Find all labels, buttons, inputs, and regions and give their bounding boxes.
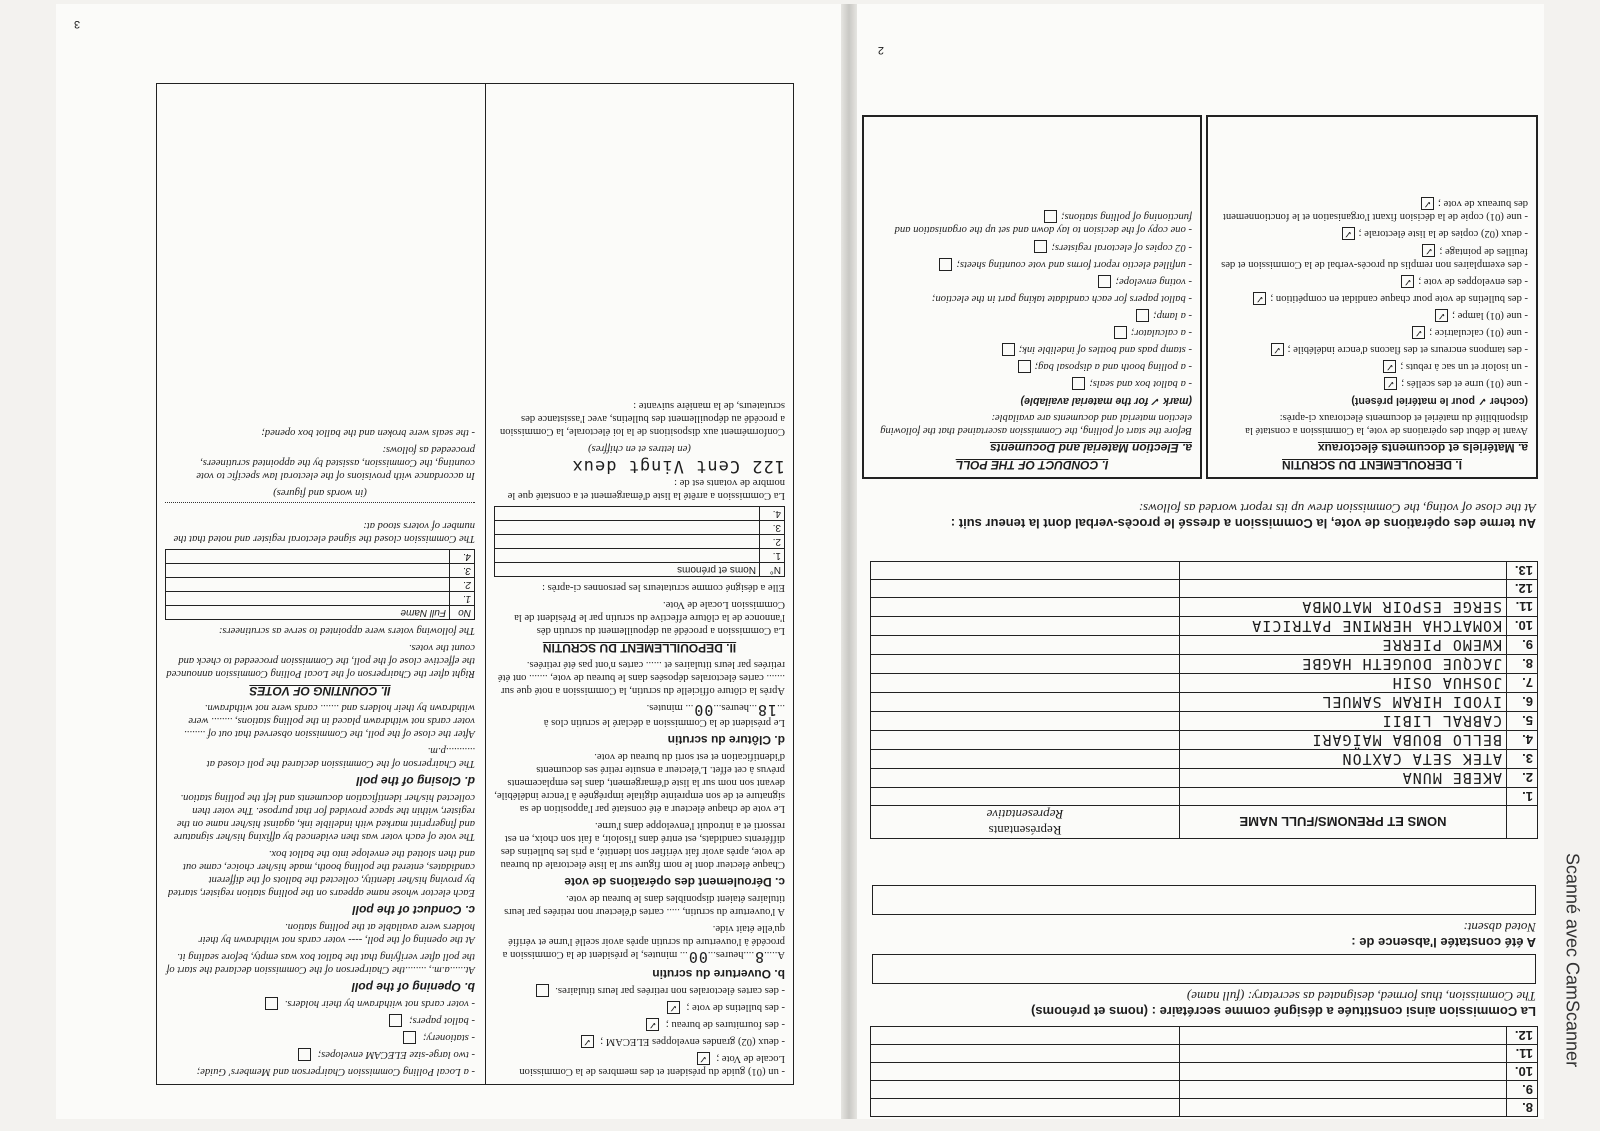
checkbox-empty[interactable]	[265, 997, 278, 1010]
fr-list-item: - des fournitures de bureau ; ✓	[494, 1018, 785, 1031]
en-item: - a ballot box and seals;	[872, 377, 1192, 390]
fr-sub-a: a. Matériels et documents électoraux	[1317, 441, 1528, 455]
en-sub-b: b. Opening of the poll	[351, 979, 475, 994]
en-intro: Before the start of polling, the Commission ascertained that the following election material and documents are available:	[880, 412, 1192, 436]
member-name-cell[interactable]	[1180, 1099, 1507, 1117]
checkbox-empty[interactable]	[939, 258, 952, 271]
fr-sub-b: b. Ouverture du scrutin	[652, 966, 785, 981]
fr-closing-text: Le président de la Commission a déclaré le scrutin clos à ...18...heures...00... minutes.	[543, 700, 785, 728]
representative-cell[interactable]	[871, 674, 1180, 693]
fr-item: - une (01) urne et des scellés ;✓	[1216, 377, 1528, 390]
checkbox-empty[interactable]	[1136, 309, 1149, 322]
en-count-3: In accordance with provisions of the electoral law specific to vote counting, the Commission, assisted by the appointed scrutineers, proceeded as follows:	[196, 443, 475, 481]
secretary-field[interactable]	[872, 954, 1536, 984]
fr-item: - des tampons encreurs et des flacons d'encre indélébile ;✓	[1216, 343, 1528, 356]
fr-item: - une (01) calculatrice ;✓	[1216, 326, 1528, 339]
page-3-content	[56, 4, 838, 1119]
candidate-name[interactable]: KOMATCHA HERMINE PATRICIA	[1180, 617, 1507, 636]
checkbox-checked[interactable]: ✓	[1421, 197, 1434, 210]
checkbox-checked[interactable]: ✓	[1253, 292, 1266, 305]
representative-cell[interactable]	[871, 580, 1180, 598]
checkbox-checked[interactable]: ✓	[1342, 227, 1355, 240]
fr-closing-2: Après la clôture officielle du scrutin, la Commission a noté que sur ....... cartes électorales déposées dans le bureau de vote, ....... ont été retirées par leurs titulaires et ...... cartes n'ont pas été retirées.	[497, 658, 785, 696]
candidate-name[interactable]	[1180, 562, 1507, 580]
en-stopped: The Commission closed the signed electoral register and noted that the number of voters stood at:	[173, 519, 475, 544]
candidate-name[interactable]: SERGE ESPOIR MATOMBA	[1180, 598, 1507, 617]
candidate-name[interactable]: IYODI HIRAM SAMUEL	[1180, 693, 1507, 712]
representative-cell[interactable]	[871, 617, 1180, 636]
en-voters-note: (in words and figures)	[273, 486, 367, 498]
representative-cell[interactable]	[871, 750, 1180, 769]
fr-scrutineer-table: N° Noms et prénoms 1. 2. 3. 4.	[494, 506, 785, 577]
french-column	[485, 84, 793, 1084]
header-representative: Représentants Representative	[871, 806, 1180, 839]
fr-count-1: La Commission a procédé au dépouillement du scrutin dès l'annonce de la clôture effective du scrutin par le Président de la Commission Locale de Vote.	[514, 598, 785, 636]
fr-opening-text: A.....8....heures...00... minutes, le président de la Commission a procédé à l'ouverture du scrutin après avoir scellé l'urne et vérifié qu'elle était vide.	[502, 922, 785, 966]
en-section-ii: II. COUNTING OF VOTES	[249, 683, 391, 698]
checkbox-checked[interactable]: ✓	[667, 1001, 680, 1014]
en-item: - a calculator;	[872, 326, 1192, 339]
en-count-2: The following voters were appointed to serve as scrutineers:	[218, 624, 475, 636]
absence-field[interactable]	[872, 885, 1536, 915]
fr-item: - un isoloir et un sac à rebuts ;✓	[1216, 360, 1528, 373]
candidate-name[interactable]: JOSHUA OSIH	[1180, 674, 1507, 693]
checkbox-empty[interactable]	[298, 1048, 311, 1061]
en-item: - stamp pads and bottles of indelible ink;	[872, 343, 1192, 356]
checkbox-checked[interactable]: ✓	[646, 1018, 659, 1031]
book-gutter	[841, 4, 857, 1119]
candidate-name[interactable]	[1180, 788, 1507, 806]
header-full-name: NOMS ET PRENOMS/FULL NAME	[1180, 806, 1507, 839]
checkbox-checked[interactable]: ✓	[1384, 377, 1397, 390]
en-conduct-box	[862, 115, 1202, 479]
secretary-block	[872, 881, 1536, 1019]
fr-item: - des exemplaires non remplis du procès-verbal de la Commission et des feuilles de pointage ;✓	[1221, 245, 1528, 270]
en-conduct-1: Each elector whose name appears on the polling station register, started by proving his/her identity, collected the ballots of the different candidates, entered the polling booth, made his/her choice, came out and then slotted the envelope into the ballot box.	[167, 847, 475, 898]
report-intro-fr: Au terme des opérations de vote, la Commission a dressé le procès-verbal dont la teneur suit :	[950, 516, 1536, 531]
candidate-name[interactable]: BELLO BOUBA MAÏGARI	[1180, 731, 1507, 750]
representative-cell[interactable]	[871, 788, 1180, 806]
candidate-name[interactable]: AKEBE MUNA	[1180, 769, 1507, 788]
voters-field[interactable]	[165, 502, 475, 515]
page-number: 3	[74, 18, 81, 30]
fr-list-item: - deux (02) grandes enveloppes ELECAM ; ✓	[494, 1035, 785, 1048]
fr-voters-note: (en lettres et en chiffres)	[588, 442, 691, 454]
fr-intro: Avant le début des opérations de vote, la Commission a constaté la disponibilité du matériel et documents électoraux ci-après:	[1245, 412, 1528, 436]
representative-cell[interactable]	[871, 769, 1180, 788]
fr-count-2: Elle a désigné comme scrutateurs les personnes ci-après :	[542, 581, 785, 593]
absence-label-en: Noted absent:	[1463, 920, 1536, 935]
en-conduct-column	[864, 117, 1200, 477]
en-item: - one copy of the decision to lay down and set up the organisation and functioning of polling stations;	[894, 211, 1192, 236]
en-item: - voting envelope;	[872, 275, 1192, 288]
members-table-continued: 8. 9. 10. 11. 12.	[870, 1026, 1538, 1117]
representative-cell[interactable]	[871, 562, 1180, 580]
representative-cell[interactable]	[871, 731, 1180, 750]
report-intro	[872, 500, 1536, 531]
fr-conduct-column	[1208, 117, 1536, 477]
en-item: - unfilled electio report forms and vote counting sheets;	[872, 258, 1192, 271]
fr-stopped: La Commission a arrêté la liste d'émargement et a constaté que le nombre de votants est de :	[507, 476, 785, 501]
representative-cell[interactable]	[871, 655, 1180, 674]
en-item: - a lamp;	[872, 309, 1192, 322]
representative-cell[interactable]	[871, 693, 1180, 712]
english-column	[157, 84, 483, 1084]
fr-item: - deux (02) copies de la liste électorale ;✓	[1216, 227, 1528, 240]
page-number: 2	[877, 44, 884, 56]
en-list-item: - two large-size ELECAM envelopes;	[165, 1048, 475, 1061]
en-opening: At......a.m., ........the Chairperson of the Commission declared the start of the poll after verifying that the ballot box was empty, before sealing it.	[166, 950, 475, 975]
fr-sub-c: c. Déroulement des opérations de vote	[564, 874, 785, 889]
fr-item: - des bulletins de vote pour chaque candidat en compétition ;✓	[1216, 292, 1528, 305]
representative-cell[interactable]	[871, 712, 1180, 731]
checkbox-empty[interactable]	[1002, 343, 1015, 356]
en-sub-a: a. Election Material and Documents	[989, 441, 1192, 455]
en-closing-2: After the close of the poll, the Commission observed that out of ........ voter cards not withdrawn placed in the polling stations, ........ were withdrawn by their holders and ....... cards were not withdrawn.	[183, 701, 475, 739]
representative-cell[interactable]	[871, 598, 1180, 617]
fr-item: - une (01) lampe ;✓	[1216, 309, 1528, 322]
form-frame	[156, 83, 794, 1085]
report-intro-en: At the close of voting, the Commission drew up its report worded as follows:	[1138, 501, 1536, 516]
en-mark: (mark ✓ for the material available)	[1020, 395, 1192, 407]
page-2-content	[859, 4, 1544, 1119]
fr-conduct-1: Chaque électeur dont le nom figure sur la liste électorale du bureau de vote, après avoir fait vérifier son identité, a pris les bulletins des différents candidats, est entré dans l'isoloir, a fait son choix, en est ressorti et a introduit l'enveloppe dans l'urne.	[500, 819, 785, 870]
member-name-cell[interactable]	[1180, 1081, 1507, 1099]
checkbox-checked[interactable]: ✓	[1422, 245, 1435, 258]
checkbox-empty[interactable]	[1072, 377, 1085, 390]
candidate-name[interactable]: KWEMO PIERRE	[1180, 636, 1507, 655]
en-scrutineer-table: No Full Name 1. 2. 3. 4.	[165, 549, 475, 620]
checkbox-empty[interactable]	[1018, 360, 1031, 373]
fr-count-3: Conformément aux dispositions de la loi électorale, la Commission a procédé au dépouillement des bulletins, avec l'assistance des scrutateurs, de la manière suivante :	[499, 399, 785, 437]
secretary-label-en: The Commission, thus formed, designated as secretary: (full name)	[1186, 989, 1536, 1004]
checkbox-checked[interactable]: ✓	[697, 1052, 710, 1065]
fr-section-ii: II. DEPOUILLEMENT DU SCRUTIN	[542, 640, 737, 655]
candidate-name[interactable]: CABRAL LIBII	[1180, 712, 1507, 731]
en-list-item: - stationery;	[165, 1031, 475, 1044]
en-list-item: - ballot papers;	[165, 1014, 475, 1027]
candidate-name[interactable]: ATEK SETA CAXTON	[1180, 750, 1507, 769]
representatives-table: NOMS ET PRENOMS/FULL NAME Représentants Representative 1. 2. AKEBE MUNA 3. ATEK SETA CAXTON 4. BELLO BOUBA MAÏGARI 5. CABRAL LIBII 6. IYODI HIRAM SAMUEL 7. JOSHUA OSIH 8. JACQUE DOUGETH HAGBE 9. KWEMO PIERRE 10. KOMATCHA HERMINE PATRICIA 11. SERGE ESPOIR MATOMBA 12. 13.	[870, 561, 1538, 839]
member-name-cell[interactable]	[1180, 1027, 1507, 1045]
en-list-item: - a Local Polling Commission Chairperson and Members' Guide;	[196, 1066, 475, 1077]
candidate-name[interactable]: JACQUE DOUGETH HAGBE	[1180, 655, 1507, 674]
en-count-1: Right after the Chairperson of the Local Polling Commission announced the effective close of the poll, the Commission proceeded to check and count the votes.	[166, 641, 475, 679]
en-list-item: - voter cards not withdrawn by their holders.	[165, 997, 475, 1010]
checkbox-checked[interactable]: ✓	[1401, 275, 1414, 288]
representative-cell[interactable]	[871, 636, 1180, 655]
checkbox-checked[interactable]: ✓	[1383, 360, 1396, 373]
en-sub-d: d. Closing of the poll	[356, 773, 475, 788]
checkbox-empty[interactable]	[389, 1014, 402, 1027]
en-seals: - the seals were broken and the ballot box opened;	[261, 426, 475, 438]
checkbox-checked[interactable]: ✓	[1271, 343, 1284, 356]
fr-item: - une (01) copie de la décision fixant l'organisation et le fonctionnement des bureaux de vote ;✓	[1222, 198, 1528, 223]
secretary-label-fr: La Commission ainsi constituée a désigné comme secrétaire : (noms et prénoms)	[1031, 1004, 1536, 1019]
en-sub-c: c. Conduct of the poll	[352, 902, 475, 917]
fr-list-item: - un (01) guide du président et des membres de la Commission Locale de Vote ; ✓	[519, 1052, 785, 1077]
checkbox-empty[interactable]	[1114, 326, 1127, 339]
absence-label-fr: A été constatée l'absence de :	[1351, 935, 1536, 950]
page-3	[56, 4, 838, 1119]
en-conduct-2: The vote of each voter was then evidenced by affixing his/her signature and fingerprint marked with indelible ink, against his/her name on the register, within the space provided for that purpose. The voter then collected his/her identification documents and left the polling station.	[173, 791, 475, 842]
checkbox-checked[interactable]: ✓	[1412, 326, 1425, 339]
document-spread	[56, 4, 1544, 1119]
page-2	[859, 4, 1544, 1119]
checkbox-empty[interactable]	[536, 984, 549, 997]
checkbox-empty[interactable]	[1034, 241, 1047, 254]
checkbox-checked[interactable]: ✓	[1435, 309, 1448, 322]
checkbox-empty[interactable]	[1044, 210, 1057, 223]
en-item: - 02 copies of electoral registers;	[872, 241, 1192, 254]
fr-opening-cards: A l'ouverture du scrutin, ..... cartes d'électeur non retirées par leurs titulaires étaient disponibles dans le bureau de vote.	[504, 892, 785, 917]
checkbox-empty[interactable]	[1099, 275, 1112, 288]
en-opening-cards: At the opening of the poll, ---- voter cards not withdrawn by their holders were available at the polling station.	[198, 920, 475, 945]
fr-mark: (cocher ✓ pour le matériel présent)	[1351, 395, 1528, 407]
camscanner-watermark: Scanné avec CamScanner	[1562, 852, 1583, 1068]
en-closing: The Chairperson of the Commission declared the poll closed at ...........p.m.	[206, 744, 475, 769]
en-item: - a polling booth and a disposal bag;	[872, 360, 1192, 373]
en-section-i: I. CONDUCT OF THE POLL	[955, 458, 1109, 472]
en-item: - ballot papers for each candidate taking part in the election;	[931, 292, 1192, 304]
candidate-name[interactable]	[1180, 580, 1507, 598]
checkbox-checked[interactable]: ✓	[581, 1035, 594, 1048]
fr-conduct-box	[1206, 115, 1538, 479]
member-name-cell[interactable]	[1180, 1063, 1507, 1081]
fr-sub-d: d. Clôture du scrutin	[667, 732, 785, 747]
fr-item: - des enveloppes de vote ;✓	[1216, 275, 1528, 288]
fr-conduct-2: Le vote de chaque électeur a été constaté par l'apposition de sa signature et de son empreinte digitale imprégnée à l'encre indélébile, devant son nom sur la liste d'émargement, dans les emplacements prévus à cet effet. L'électeur a ensuite retiré ses documents d'identification et est sorti du bureau de vote.	[494, 750, 785, 814]
checkbox-empty[interactable]	[403, 1031, 416, 1044]
member-name-cell[interactable]	[1180, 1045, 1507, 1063]
fr-list-item: - des cartes électorales non retirées par leurs titulaires.	[494, 984, 785, 997]
fr-list-item: - des bulletins de vote ; ✓	[494, 1001, 785, 1014]
voters-handwritten[interactable]: 122 Cent Vingt deux	[571, 455, 785, 476]
fr-section-i: I. DEROULEMENT DU SCRUTIN	[1282, 458, 1462, 472]
